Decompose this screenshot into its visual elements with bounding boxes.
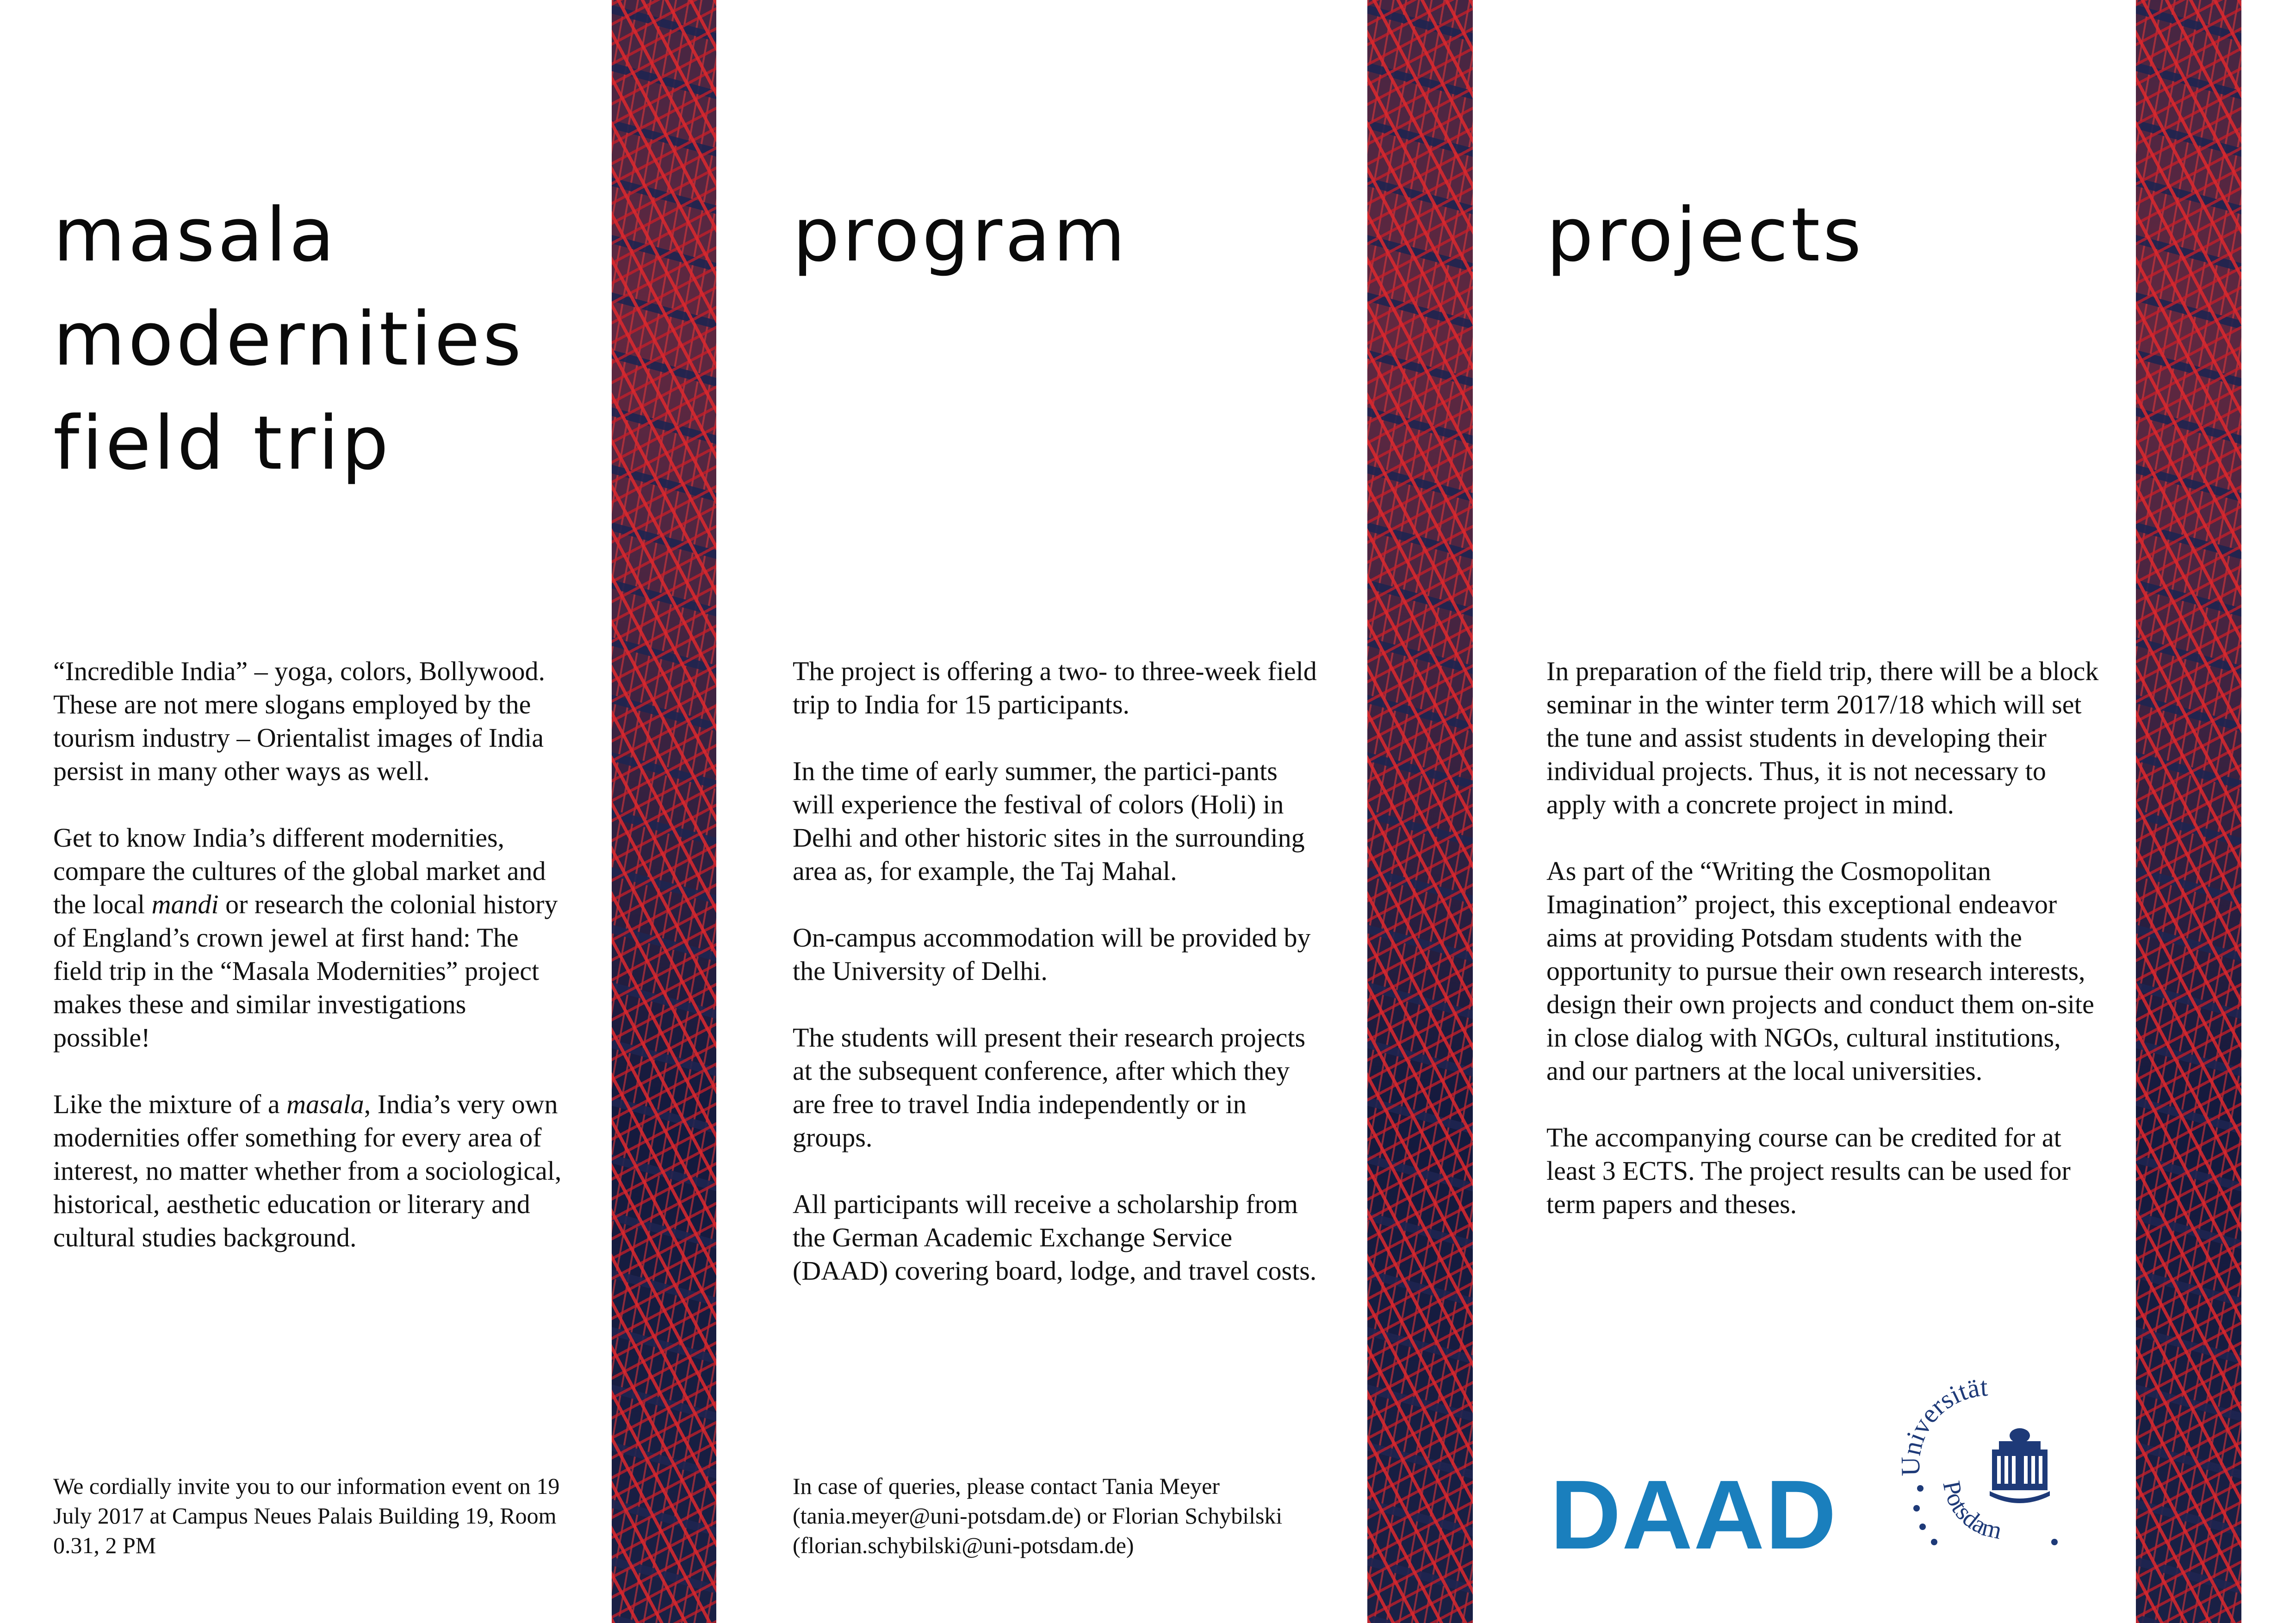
projects-paragraph: The accompanying course can be credited for at least 3 ECTS. The project results can be used for term papers and theses.: [1546, 1122, 2071, 1219]
city-name-text: Potsdam: [1937, 1478, 2004, 1545]
program-paragraph: All participants will receive a scholarship from the German Academic Exchange Service (DAAD) covering board, lodge, and travel costs.: [793, 1189, 1317, 1286]
decorative-map-strip: [2136, 0, 2241, 1623]
decorative-map-strip: [1367, 0, 1473, 1623]
program-paragraph: In the time of early summer, the partici-pants will experience the festival of colors (Holi) in Delhi and other historic sites in the surrounding area as, for example, the Taj Mahal.: [793, 756, 1305, 886]
university-potsdam-logo: [1888, 1367, 2082, 1561]
projects-paragraph: In preparation of the field trip, there will be a block seminar in the winter term 2017/18 which will set the tune and assist students in developing their individual projects. Thus, it is not necessary to apply with a concrete project in mind.: [1546, 656, 2099, 819]
program-body: [793, 655, 1325, 1321]
intro-body: [53, 655, 567, 1288]
intro-paragraph: Get to know India’s different modernities, compare the cultures of the global market and the local mandi or research the colonial history of England’s crown jewel at first hand: The field trip in the “Masala Modernities” project makes these and similar investigations possible!: [53, 823, 558, 1053]
intro-paragraph: Like the mixture of a masala, India’s very own modernities offer something for every area of interest, no matter whether from a sociological, historical, aesthetic education or literary and cultural studies background.: [53, 1089, 562, 1252]
projects-heading: projects: [1546, 192, 1864, 278]
contact-info: In case of queries, please contact Tania Meyer (tania.meyer@uni-potsdam.de) or Florian Schybilski (florian.schybilski@uni-potsdam.de): [793, 1473, 1283, 1558]
intro-paragraph: “Incredible India” – yoga, colors, Bollywood. These are not mere slogans employed by the tourism industry – Orientalist images of India persist in many other ways as well.: [53, 656, 546, 786]
projects-paragraph: As part of the “Writing the Cosmopolitan Imagination” project, this exceptional endeavor aims at providing Potsdam students with the opportunity to pursue their own research interests, design their own projects and conduct them on-site in close dialog with NGOs, cultural institutions, and our partners at the local universities.: [1546, 856, 2094, 1086]
university-name-text: Universität: [1895, 1371, 1989, 1477]
daad-logo: DAAD: [1550, 1460, 1837, 1569]
palace-icon: [1990, 1428, 2050, 1503]
program-paragraph: The project is offering a two- to three-week field trip to India for 15 participants.: [793, 656, 1317, 719]
decorative-map-strip: [612, 0, 716, 1623]
page-margin: [2241, 0, 2296, 1623]
program-paragraph: The students will present their research projects at the subsequent conference, after which they are free to travel India independently or in groups.: [793, 1022, 1306, 1152]
event-invitation: We cordially invite you to our information event on 19 July 2017 at Campus Neues Palais Building 19, Room 0.31, 2 PM: [53, 1473, 560, 1558]
program-heading: program: [793, 192, 1128, 278]
page-title: masala modernities field trip: [53, 192, 524, 486]
program-paragraph: On-campus accommodation will be provided by the University of Delhi.: [793, 923, 1311, 986]
projects-body: [1546, 655, 2102, 1254]
